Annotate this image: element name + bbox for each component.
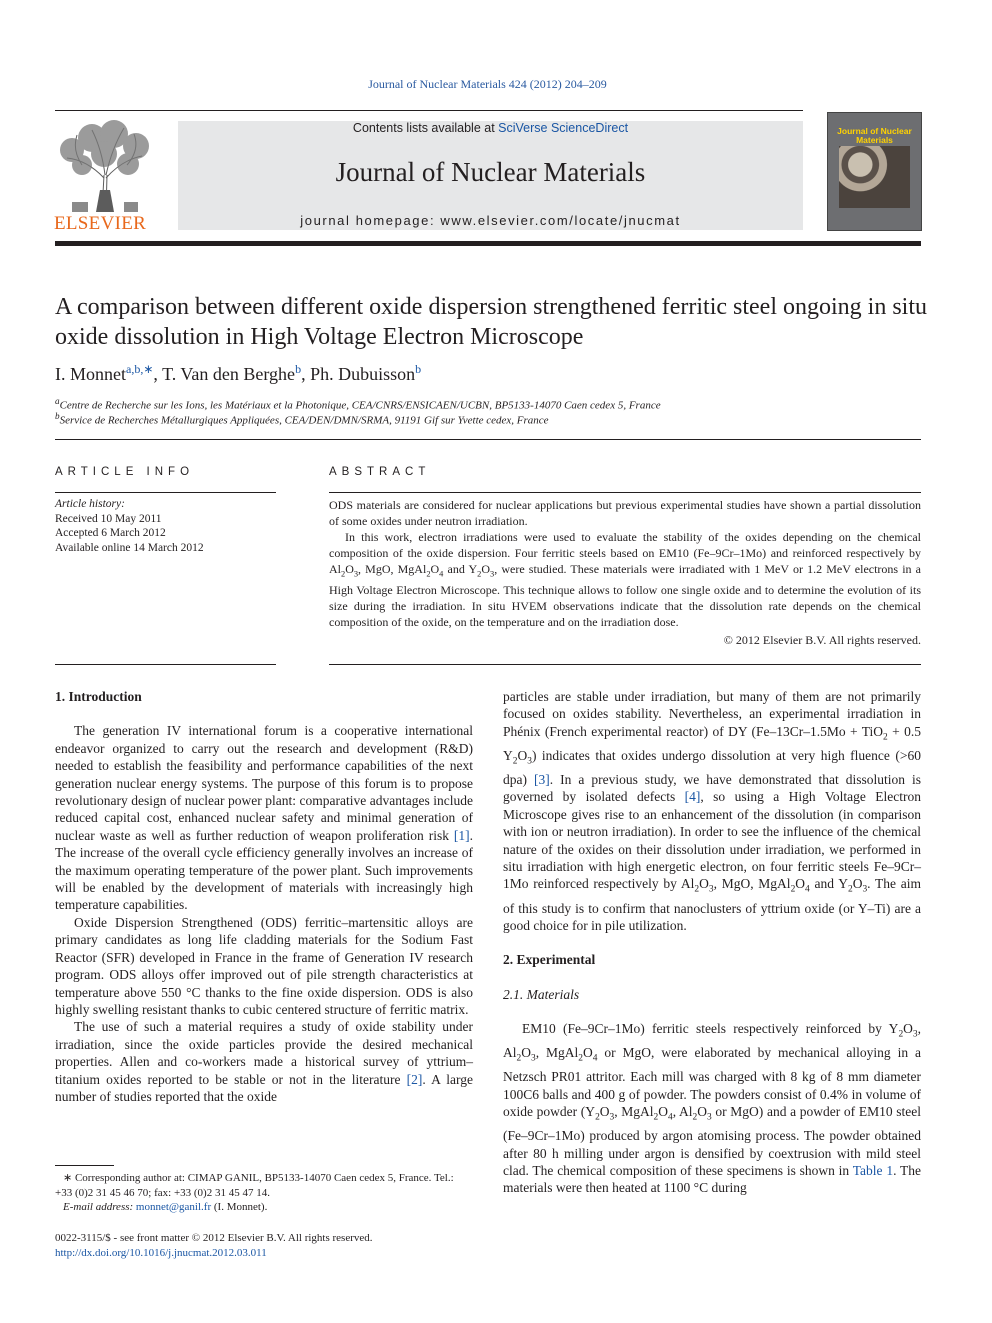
corresponding-author-footnote [55,1171,473,1215]
paragraph: Oxide Dispersion Strengthened (ODS) ferritic–martensitic alloys are primary candidates as long life cladding materials for the Sodium Fast Reactor (SFR) developed in France in the frame of Generation IV research program. ODS alloys offer improved out of pile strength characteristics at temperature above 550 °C thanks to the fine oxide dispersion. ODS is also highly swelling resistant thanks to cubic centered structure of ferritic matrix. [55,914,473,1017]
abstract-text [329,497,921,648]
abstract-rule [329,492,921,493]
paragraph: particles are stable under irradiation, but many of them are not primarily focused on oxides stability. Nevertheless, an experimental irradiation in Phénix (French experimental reactor) of DY (Fe–13Cr–1.5Mo + TiO$_2$ + 0.5 $Y_2O_3$) indicates that oxides undergo dissolution at very high fluence (>60 dpa) [3]. In a previous study, we have demonstrated that dissolution is governed by isolated defects [4], so using a High Voltage Electron Microscope gives rise to an enhancement of the dissolution (in comparison with ion or neutron irradiation). In order to see the influence of the chemical nature of the oxides on their dissolution under irradiation, we performed in situ irradiation with high energetic electron, on four ferritic steels Fe–9Cr–1Mo reinforced respectively by $Al_2O_3$, MgO, $MgAl_2O_4$ and $Y_2O_3$. The aim of this study is to confirm that nanoclusters of yttrium oxide (or Y–Ti) are a good choice for in pile utilization. [503,689,921,933]
history-label: Article history: [55,498,125,510]
article-info-rule [55,492,276,493]
section-heading-introduction: 1. Introduction [55,689,142,704]
citation-link[interactable]: [4] [684,789,701,805]
footnote-email: E-mail address: monnet@ganil.fr (I. Monnet). [63,1201,268,1213]
email-link[interactable]: monnet@ganil.fr [135,1201,212,1213]
journal-homepage[interactable]: journal homepage: www.elsevier.com/locate/jnucmat [300,213,681,228]
table-reference-link[interactable]: Table 1 [852,1163,894,1179]
citation-link[interactable]: [3] [533,772,550,787]
journal-title[interactable]: Journal of Nuclear Materials [335,157,646,187]
footnote-text: ∗ Corresponding author at: CIMAP GANIL, BP5133-14070 Caen cedex 5, France. Tel.: +33 (0)2 31 45 46 70; fax: +33 (0)2 31 45 47 14. [55,1172,454,1199]
section-heading-experimental: 2. Experimental [503,952,596,968]
elsevier-wordmark[interactable]: ELSEVIER [54,213,147,234]
affiliation-rule [55,439,921,440]
author-name[interactable]: T. Van den Berghe [162,364,296,384]
sciencedirect-link[interactable]: SciVerse ScienceDirect [498,121,629,135]
article-history [55,497,204,555]
body-left-column [55,688,473,1105]
author-name[interactable]: Ph. Dubuisson [310,364,416,384]
header-thick-rule [55,241,921,246]
contents-line: Contents lists available at SciVerse ScienceDirect [352,121,629,135]
affiliation-b: $^b$Service de Recherches Métallurgiques Appliquées, CEA/DEN/DMN/SRMA, 91191 Gif sur Yvette cedex, France [55,411,549,427]
abstract-heading: ABSTRACT [329,466,431,478]
citation-link[interactable]: [1] [453,827,470,843]
author-affiliation-mark[interactable]: b [415,362,422,376]
online-date: Available online 14 March 2012 [55,541,204,554]
author-affiliation-mark[interactable]: a,b,∗ [126,362,154,376]
cover-title: Journal of Nuclear Materials [837,126,912,145]
accepted-date: Accepted 6 March 2012 [55,527,166,539]
journal-cover-thumbnail[interactable] [827,112,922,231]
subsection-heading-materials: 2.1. Materials [503,986,580,1002]
body-right-column [503,688,921,1197]
author-name[interactable]: I. Monnet [55,364,126,384]
paragraph: EM10 (Fe–9Cr–1Mo) ferritic steels respectively reinforced by $Y_2O_3$, $Al_2O_3$, $MgAl_2O_4$ or MgO, were elaborated by mechanical alloying in a Netzsch PR01 attritor. Each mill was charged with 8 kg of 8 mm diameter 100C6 balls and 400 g of powder. The powders consist of 0.4% in volume of oxide powder ($Y_2O_3$, $MgAl_2O_4$, $Al_2O_3$ or MgO) and a powder of EM10 steel (Fe–9Cr–1Mo) produced by argon atomising process. The powder obtained after 80 h milling under argon is densified by coextrusion with mild steel clad. The chemical composition of these specimens is shown in Table 1. The materials were then heated at 1100 °C during [503,1021,922,1196]
received-date: Received 10 May 2011 [55,512,162,525]
paragraph: The use of such a material requires a study of oxide stability under irradiation, since the oxide particles provide the desired mechanical properties. Allen and co-workers made a historical survey of yttrium–titanium oxides reported to be stable or not in the literature [2]. A large number of studies reported that the oxide [55,1019,473,1104]
author-affiliation-mark[interactable]: b [295,362,302,376]
article-info-bottom-rule [55,664,276,665]
abstract-bottom-rule [329,664,921,665]
cover-image [839,146,910,208]
journal-reference[interactable]: Journal of Nuclear Materials 424 (2012) 204–209 [368,77,607,91]
article-title: A comparison between different oxide dispersion strengthened ferritic steel ongoing in situ oxide dissolution in High Voltage Electron Microscope [55,294,928,350]
affiliation-a: $^a$Centre de Recherche sur les Ions, les Matériaux et la Photonique, CEA/CNRS/ENSICAEN/UCBN, BP5133-14070 Caen cedex 5, France [55,396,661,412]
article-info-heading: ARTICLE INFO [55,466,195,478]
abstract-paragraph: ODS materials are considered for nuclear applications but previous experimental studies have shown a partial dissolution of some oxides under neutron irradiation. [329,498,921,528]
copyright-notice: © 2012 Elsevier B.V. All rights reserved. [723,633,921,648]
doi-link[interactable]: http://dx.doi.org/10.1016/j.jnucmat.2012.03.011 [55,1246,267,1259]
abstract-paragraph: In this work, electron irradiations were used to evaluate the stability of the oxides depending on the chemical composition of the oxide dispersion. Four ferritic steels based on EM10 (Fe–9Cr–1Mo) and reinforced respectively by $Al_2O_3$, MgO, $MgAl_2O_4$ and $Y_2O_3$, were studied. These materials were irradiated with 1 MeV or 1.2 MeV electrons in a High Voltage Electron Microscope. This technique allows to follow one single oxide and to determine the evolution of its size during the irradiation. In situ HVEM observations indicate that the dissolution rate depends on the chemical composition of the oxide, on the temperature and on the irradiation dose. [329,530,922,630]
bottom-info [55,1231,373,1260]
header-top-rule [55,110,803,111]
footnote-rule [55,1165,114,1166]
author-list: I. Monnet$^{a,b,∗}$, T. Van den Berghe$^b$, Ph. Dubuisson$^b$ [55,362,422,384]
issn-line: 0022-3115/$ - see front matter © 2012 Elsevier B.V. All rights reserved. [55,1232,373,1244]
paragraph: The generation IV international forum is a cooperative international endeavor organized to carry out the research and development (R&D) needed to establish the feasibility and performance capabilities of the next generation nuclear energy systems. The purpose of this forum is to propose revolutionary design of nuclear power plant: comparative advantages include reduced capital cost, enhanced nuclear safety and minimal generation of nuclear waste as well as further reduction of weapon proliferation risk [1]. The increase of the overall cycle efficiency generally involves an increase of the maximum operating temperature of the power plant. Such improvements will be enabled by the development of materials with increasingly high temperature capabilities. [55,723,473,913]
citation-link[interactable]: [2] [406,1071,423,1087]
